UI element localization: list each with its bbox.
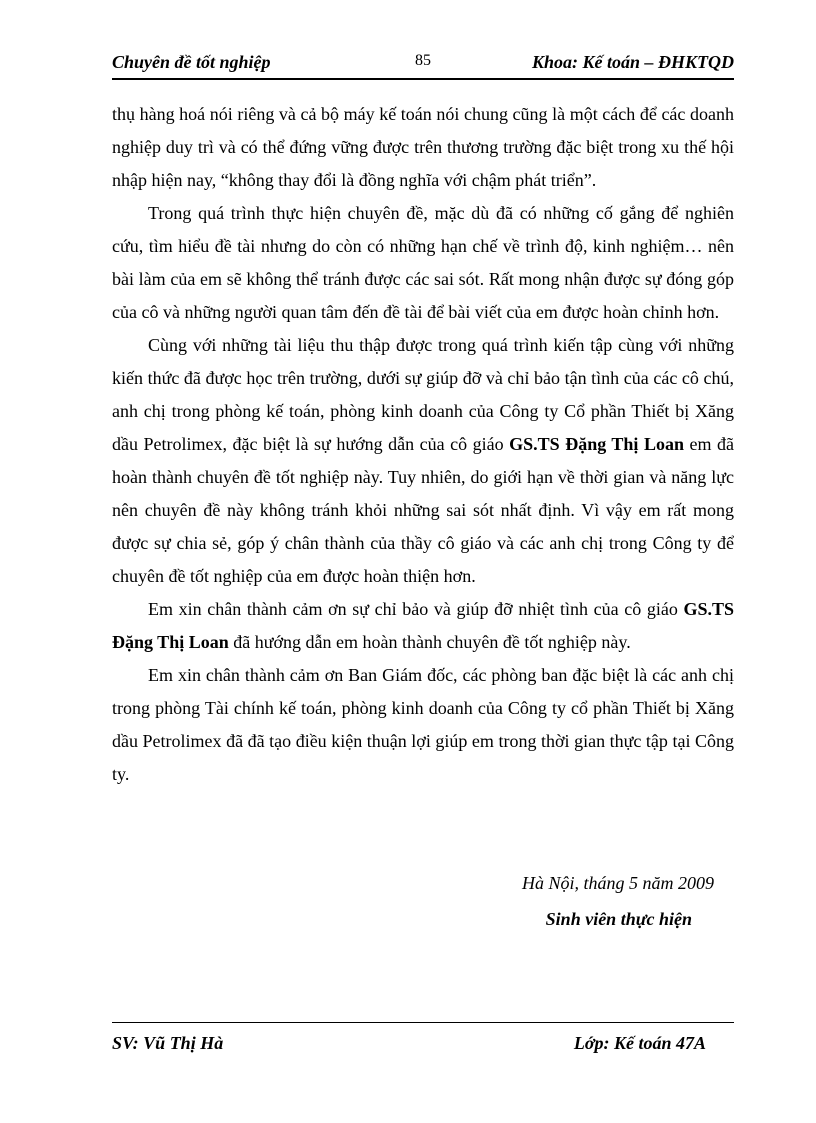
footer-student: SV: Vũ Thị Hà (112, 1033, 224, 1053)
paragraph-5: Em xin chân thành cảm ơn Ban Giám đốc, các phòng ban đặc biệt là các anh chị trong phòng Tài chính kế toán, phòng kinh doanh của Công ty cổ phần Thiết bị Xăng dầu Petrolimex đã đã tạo điều kiện thuận lợi giúp em trong thời gian thực tập tại Công ty. (112, 665, 734, 784)
paragraph-2: Trong quá trình thực hiện chuyên đề, mặc dù đã có những cố gắng để nghiên cứu, tìm hiểu đề tài nhưng do còn có những hạn chế về trình độ, kinh nghiệm… nên bài làm của em sẽ không thể tránh được các sai sót. Rất mong nhận được sự đóng góp của cô và những người quan tâm đến đề tài để bài viết của em được hoàn chỉnh hơn. (112, 203, 734, 322)
place-date: Hà Nội, tháng 5 năm 2009 (521, 873, 714, 893)
page-number: 85 (415, 52, 431, 69)
paragraph-3-text-start: Cùng với những tài liệu thu thập được trong quá trình kiến tập cùng với những kiến thức đã được học trên trường, dưới sự giúp đỡ và chỉ bảo tận tình của các cô chú, anh chị trong phòng kế toán, phòng kinh doanh của Công ty Cổ phần Thiết bị Xăng dầu Petrolimex, đặc biệt là sự hướng dẫn của cô giáo (112, 335, 734, 454)
signer-label: Sinh viên thực hiện (545, 909, 692, 929)
header-title: Chuyên đề tốt nghiệp (112, 52, 271, 72)
paragraph-3 (112, 329, 734, 593)
header-department: Khoa: Kế toán – ĐHKTQD (531, 52, 734, 72)
paragraph-4 (112, 593, 734, 659)
page-header (112, 52, 734, 80)
footer-class: Lớp: Kế toán 47A (573, 1033, 706, 1053)
document-body (112, 98, 734, 791)
advisor-name: GS.TS Đặng Thị Loan (509, 434, 684, 454)
paragraph-4-text-end: đã hướng dẫn em hoàn thành chuyên đề tốt nghiệp này. (228, 632, 631, 652)
paragraph-1: thụ hàng hoá nói riêng và cả bộ máy kế toán nói chung cũng là một cách để các doanh nghiệp duy trì và có thể đứng vững được trên thương trường đặc biệt trong xu thế hội nhập hiện nay, “không thay đổi là đồng nghĩa với chậm phát triển”. (112, 104, 734, 190)
paragraph-3-text-end: em đã hoàn thành chuyên đề tốt nghiệp này. Tuy nhiên, do giới hạn về thời gian và năng lực nên chuyên đề này không tránh khỏi những sai sót nhất định. Vì vậy em rất mong được sự chia sẻ, góp ý chân thành của thầy cô giáo và các anh chị trong Công ty để chuyên đề tốt nghiệp của em được hoàn thiện hơn. (112, 434, 734, 586)
advisor-name: GS.TS Đặng Thị Loan (112, 599, 734, 652)
page-footer (112, 1022, 734, 1059)
paragraph-4-text-start: Em xin chân thành cảm ơn sự chỉ bảo và giúp đỡ nhiệt tình của cô giáo (148, 599, 684, 619)
